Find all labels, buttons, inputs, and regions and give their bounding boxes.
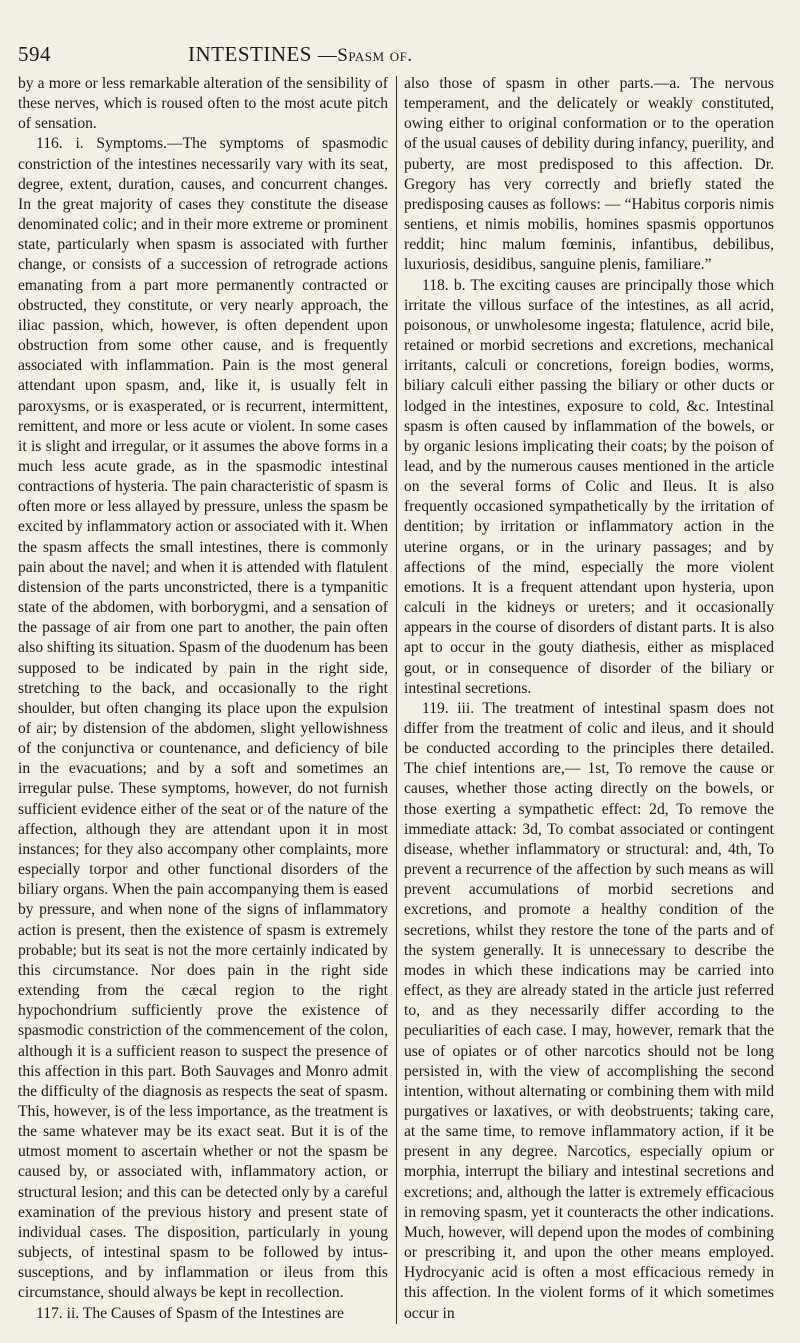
paragraph: 118. b. The exciting causes are principally those which irritate the villous surface of the intestines, as all acrid, poisonous, or unwholesome ingesta; flatulence, acrid bile, retained or morbid secretions and excretions, mechanical irritants, calculi or concretions, foreign bodies, worms, biliary calculi either passing the biliary or other ducts or lodged in the intestines, exposure to cold, &c. Intestinal spasm is often caused by inflammation of the bowels, or by organic lesions implicating their coats; by the poison of lead, and by the numerous causes mentioned in the article on the several forms of Colic and Ileus. It is also frequently occasioned sympathetically by the irritation of dentition; by irritation or inflammatory action in the uterine organs, or in the urinary passages; and by affections of the mind, especially the more violent emotions. It is a frequent attendant upon hysteria, upon calculi in the kidneys or ureters; and it occasionally appears in the course of disorders of distant parts. It is also apt to occur in the gouty diathesis, either as misplaced gout, or in consequence of disorder of the biliary or intestinal secretions. bbox=[404, 276, 774, 697]
running-head-title: INTESTINES bbox=[188, 42, 312, 66]
paragraph: 119. iii. The treatment of intestinal spasm does not differ from the treatment of colic and ileus, and it should be conducted according to the principles there detailed. The chief intentions are,— 1st, To remove the cause or causes, whether those acting directly on the bowels, or those exerting a sympathetic effect: 2d, To remove the immediate attack: 3d, To combat associated or contingent disease, whether inflammatory or structural: and, 4th, To prevent a recurrence of the affection by such means as will prevent accumulations of morbid secretions and excretions, and promote a healthy condition of the secretions, whilst they restore the tone of the parts and of the system generally. It is unnecessary to describe the modes in which these indications may be carried into effect, as they are already stated in the article just referred to, and as they necessarily differ according to the peculiarities of each case. I may, however, remark that the use of opiates or of other narcotics should not be long persisted in, with the view of accomplishing the second intention, without alternating or combining them with mild purgatives or laxatives, or with deobstruents; taking care, at the same time, to remove inflammatory action, if it be present in any degree. Narcotics, especially opium or morphia, interrupt the biliary and intestinal secretions and excretions; and, although the latter is extremely efficacious in removing spasm, yet it counteracts the other indications. Much, however, will depend upon the modes of combining or prescribing it, and upon the other means employed. Hydrocyanic acid is often a most efficacious remedy in this affection. In the violent forms of it which sometimes occur in bbox=[404, 699, 774, 1322]
running-head bbox=[78, 42, 714, 67]
page-number: 594 bbox=[18, 42, 51, 66]
column-divider bbox=[396, 76, 397, 1324]
paragraph: by a more or less remarkable alteration of the sensibility of these nerves, which is roused often to the most acute pitch of sensation. bbox=[18, 75, 388, 133]
paragraph: 116. i. Symptoms.—The symptoms of spasmodic constriction of the intestines necessarily vary with its seat, degree, extent, duration, causes, and concurrent changes. In the great majority of cases they constitute the disease denominated colic; and in their more extreme or prominent state, particularly when spasm is associated with further change, or consists of a succession of retrograde actions emanating from a part more permanently contracted or obstructed, they constitute, or very nearly approach, the iliac passion, which, however, is often dependent upon obstruction from some other cause, and is frequently associated with inflammation. Pain is the most general attendant upon spasm, and, like it, is usually felt in paroxysms, or is exasperated, or is recurrent, intermittent, remittent, and more or less acute or violent. In some cases it is slight and irregular, or it assumes the above forms in a much less acute grade, as in the spasmodic intestinal contractions of hysteria. The pain characteristic of spasm is often more or less allayed by pressure, unless the spasm be excited by inflammatory action or associated with it. When the spasm affects the small intestines, there is commonly pain about the navel; and when it is attended with flatulent distension of the parts unconstricted, there is a tympanitic state of the abdomen, with borborygmi, and a sensation of the passage of air from one part to another, the pain often also shifting its situation. Spasm of the duodenum has been supposed to be indicated by pain in the right side, stretching to the back, and occasionally to the right shoulder, but often changing its place upon the expulsion of air; by distension of the abdomen, slight yellowishness of the conjunctiva or countenance, and deficiency of bile in the evacuations; and by a soft and sometimes an irregular pulse. These symptoms, however, do not furnish sufficient evidence either of the seat or of the nature of the affection, although they are attendant upon it in most instances; for they also accompany other complaints, more especially torpor and other functional disorders of the biliary organs. When the pain accompanying them is eased by pressure, and when none of the signs of inflammatory action is present, then the existence of spasm is extremely probable; but its seat is not the more certainly indicated by this circumstance. Nor does pain in the right side extending from the cæcal region to the right hypochondrium sufficiently prove the existence of spasmodic constriction of the commencement of the colon, although it is a sufficient reason to suspect the presence of this affection in this part. Both Sauvages and Monro admit the difficulty of the diagnosis as respects the seat of spasm. This, however, is of the less importance, as the treatment is the same whatever may be its exact seat. But it is of the utmost moment to ascertain whether or not the spasm be caused by, or associated with, inflammatory action, or structural lesion; and this can be detected only by a careful examination of the previous history and present state of individual cases. The disposition, particularly in young subjects, of intestinal spasm to be followed by intus-susceptions, and by inflammation or ileus from this circumstance, should always be kept in recollection. bbox=[18, 135, 388, 1302]
right-column bbox=[404, 74, 774, 1324]
page-header bbox=[18, 42, 774, 66]
paragraph: also those of spasm in other parts.—a. The nervous temperament, and the delicately or weakly constituted, owing either to original conformation or to the operation of the usual causes of debility during infancy, puerility, and puberty, are most predisposed to this affection. Dr. Gregory has very correctly and briefly stated the predisposing causes as follows: — “Habitus corporis nimis sentiens, et nimis mobilis, homines spasmis opportunos reddit; hinc malum fœminis, infantibus, debilibus, luxuriosis, desidibus, sanguine plenis, familiare.” bbox=[404, 75, 774, 274]
running-head-subtitle: —Spasm of. bbox=[317, 45, 413, 66]
text-columns bbox=[18, 74, 774, 1324]
paragraph: 117. ii. The Causes of Spasm of the Intestines are bbox=[36, 1304, 344, 1322]
left-column bbox=[18, 74, 388, 1324]
